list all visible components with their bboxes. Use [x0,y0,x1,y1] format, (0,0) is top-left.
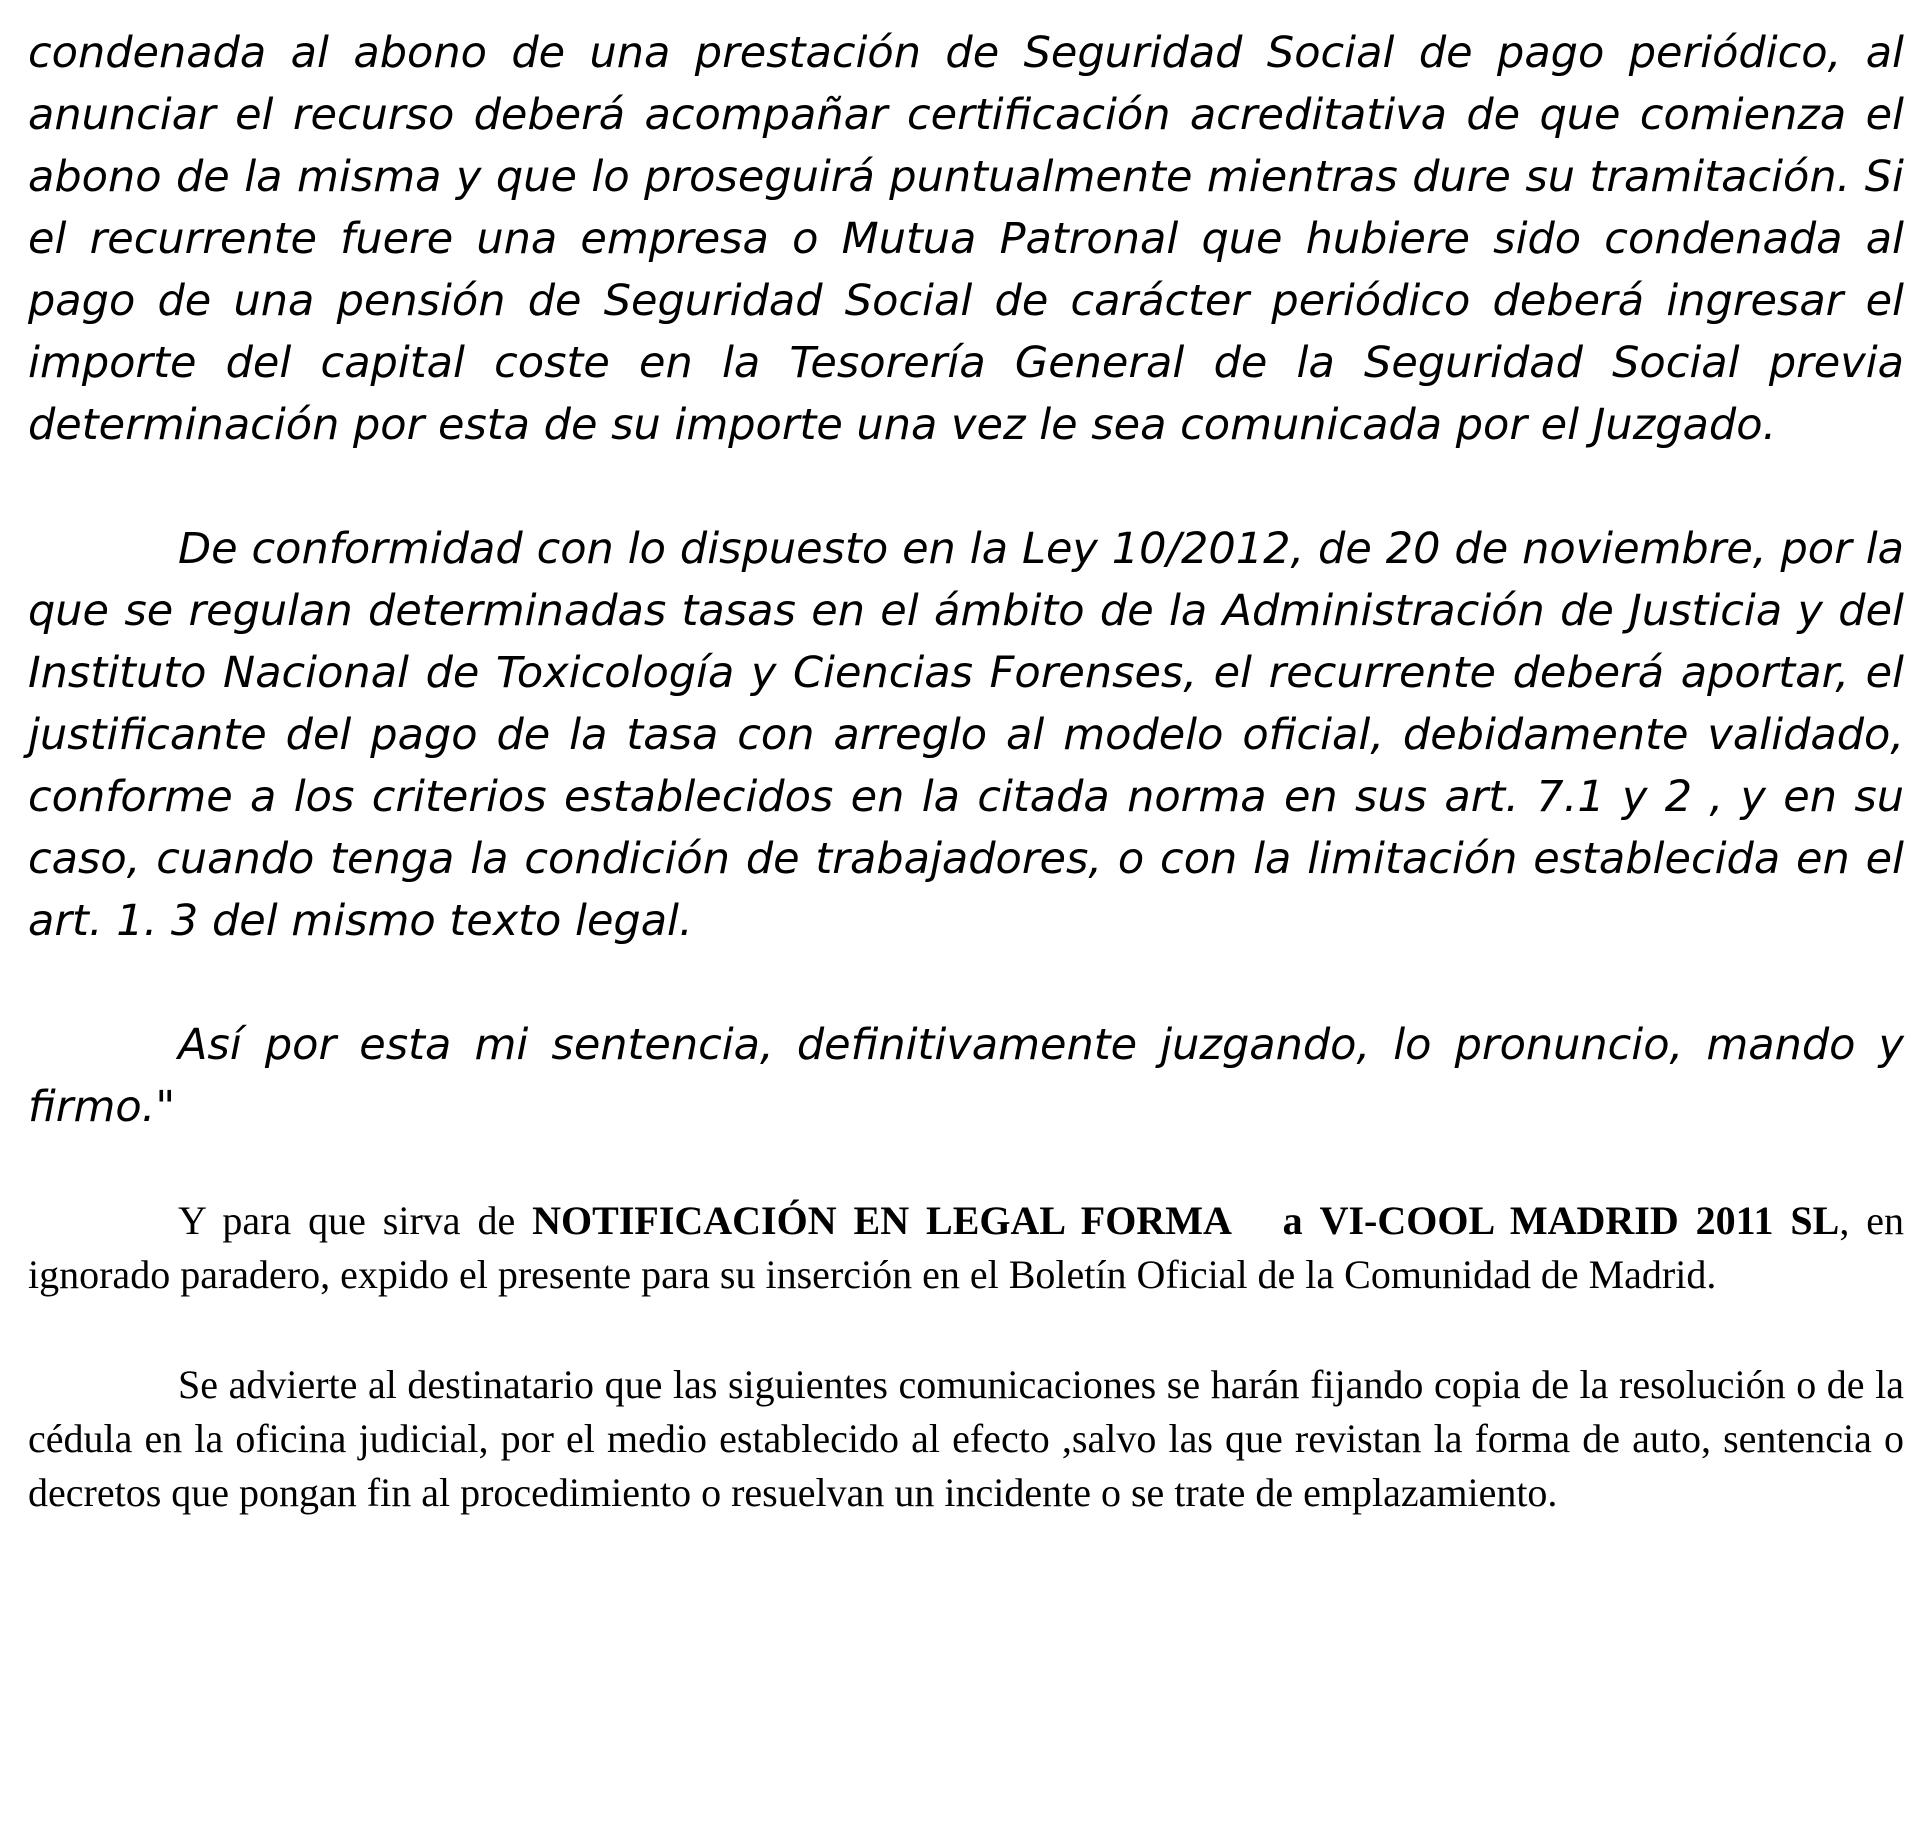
paragraph-notification [28,1194,1904,1302]
notification-connector: a [1282,1198,1303,1243]
paragraph-fees-law: De conformidad con lo dispuesto en la Ley 10/2012, de 20 de noviembre, por la que se regulan determinadas tasas en el ámbito de la Administración de Justicia y del Instituto Nacional de Toxicología y Ciencias Forenses, el recurrente deberá aportar, el justificante del pago de la tasa con arreglo al modelo oficial, debidamente validado, conforme a los criterios establecidos en la citada norma en sus art. 7.1 y 2 , y en su caso, cuando tenga la condición de trabajadores, o con la limitación establecida en el art. 1. 3 del mismo texto legal. [28,524,1904,946]
notification-rest: , en ignorado paradero, expido el presente para su inserción en el Boletín Oficial de la Comunidad de Madrid. [28,1198,1905,1297]
notification-title: NOTIFICACIÓN EN LEGAL FORMA [532,1198,1232,1243]
notification-intro: Y para que sirva de [178,1198,533,1243]
notification-recipient: VI-COOL MADRID 2011 SL [1319,1198,1840,1243]
document-page [28,22,1904,1520]
paragraph-warning: Se advierte al destinatario que las siguientes comunicaciones se harán fijando copia de la resolución o de la cédula en la oficina judicial, por el medio establecido al efecto ,salvo las que revistan la forma de auto, sentencia o decretos que pongan fin al procedimiento o resuelvan un incidente o se trate de emplazamiento. [28,1362,1904,1515]
paragraph-payment-certification: condenada al abono de una prestación de Seguridad Social de pago periódico, al anunciar el recurso deberá acompañar certificación acreditativa de que comienza el abono de la misma y que lo proseguirá puntualmente mientras dure su tramitación. Si el recurrente fuere una empresa o Mutua Patronal que hubiere sido condenada al pago de una pensión de Seguridad Social de carácter periódico deberá ingresar el importe del capital coste en la Tesorería General de la Seguridad Social previa determinación por esta de su importe una vez le sea comunicada por el Juzgado. [28,28,1904,450]
paragraph-sentence-closing: Así por esta mi sentencia, definitivamente juzgando, lo pronuncio, mando y firmo." [28,1020,1904,1132]
